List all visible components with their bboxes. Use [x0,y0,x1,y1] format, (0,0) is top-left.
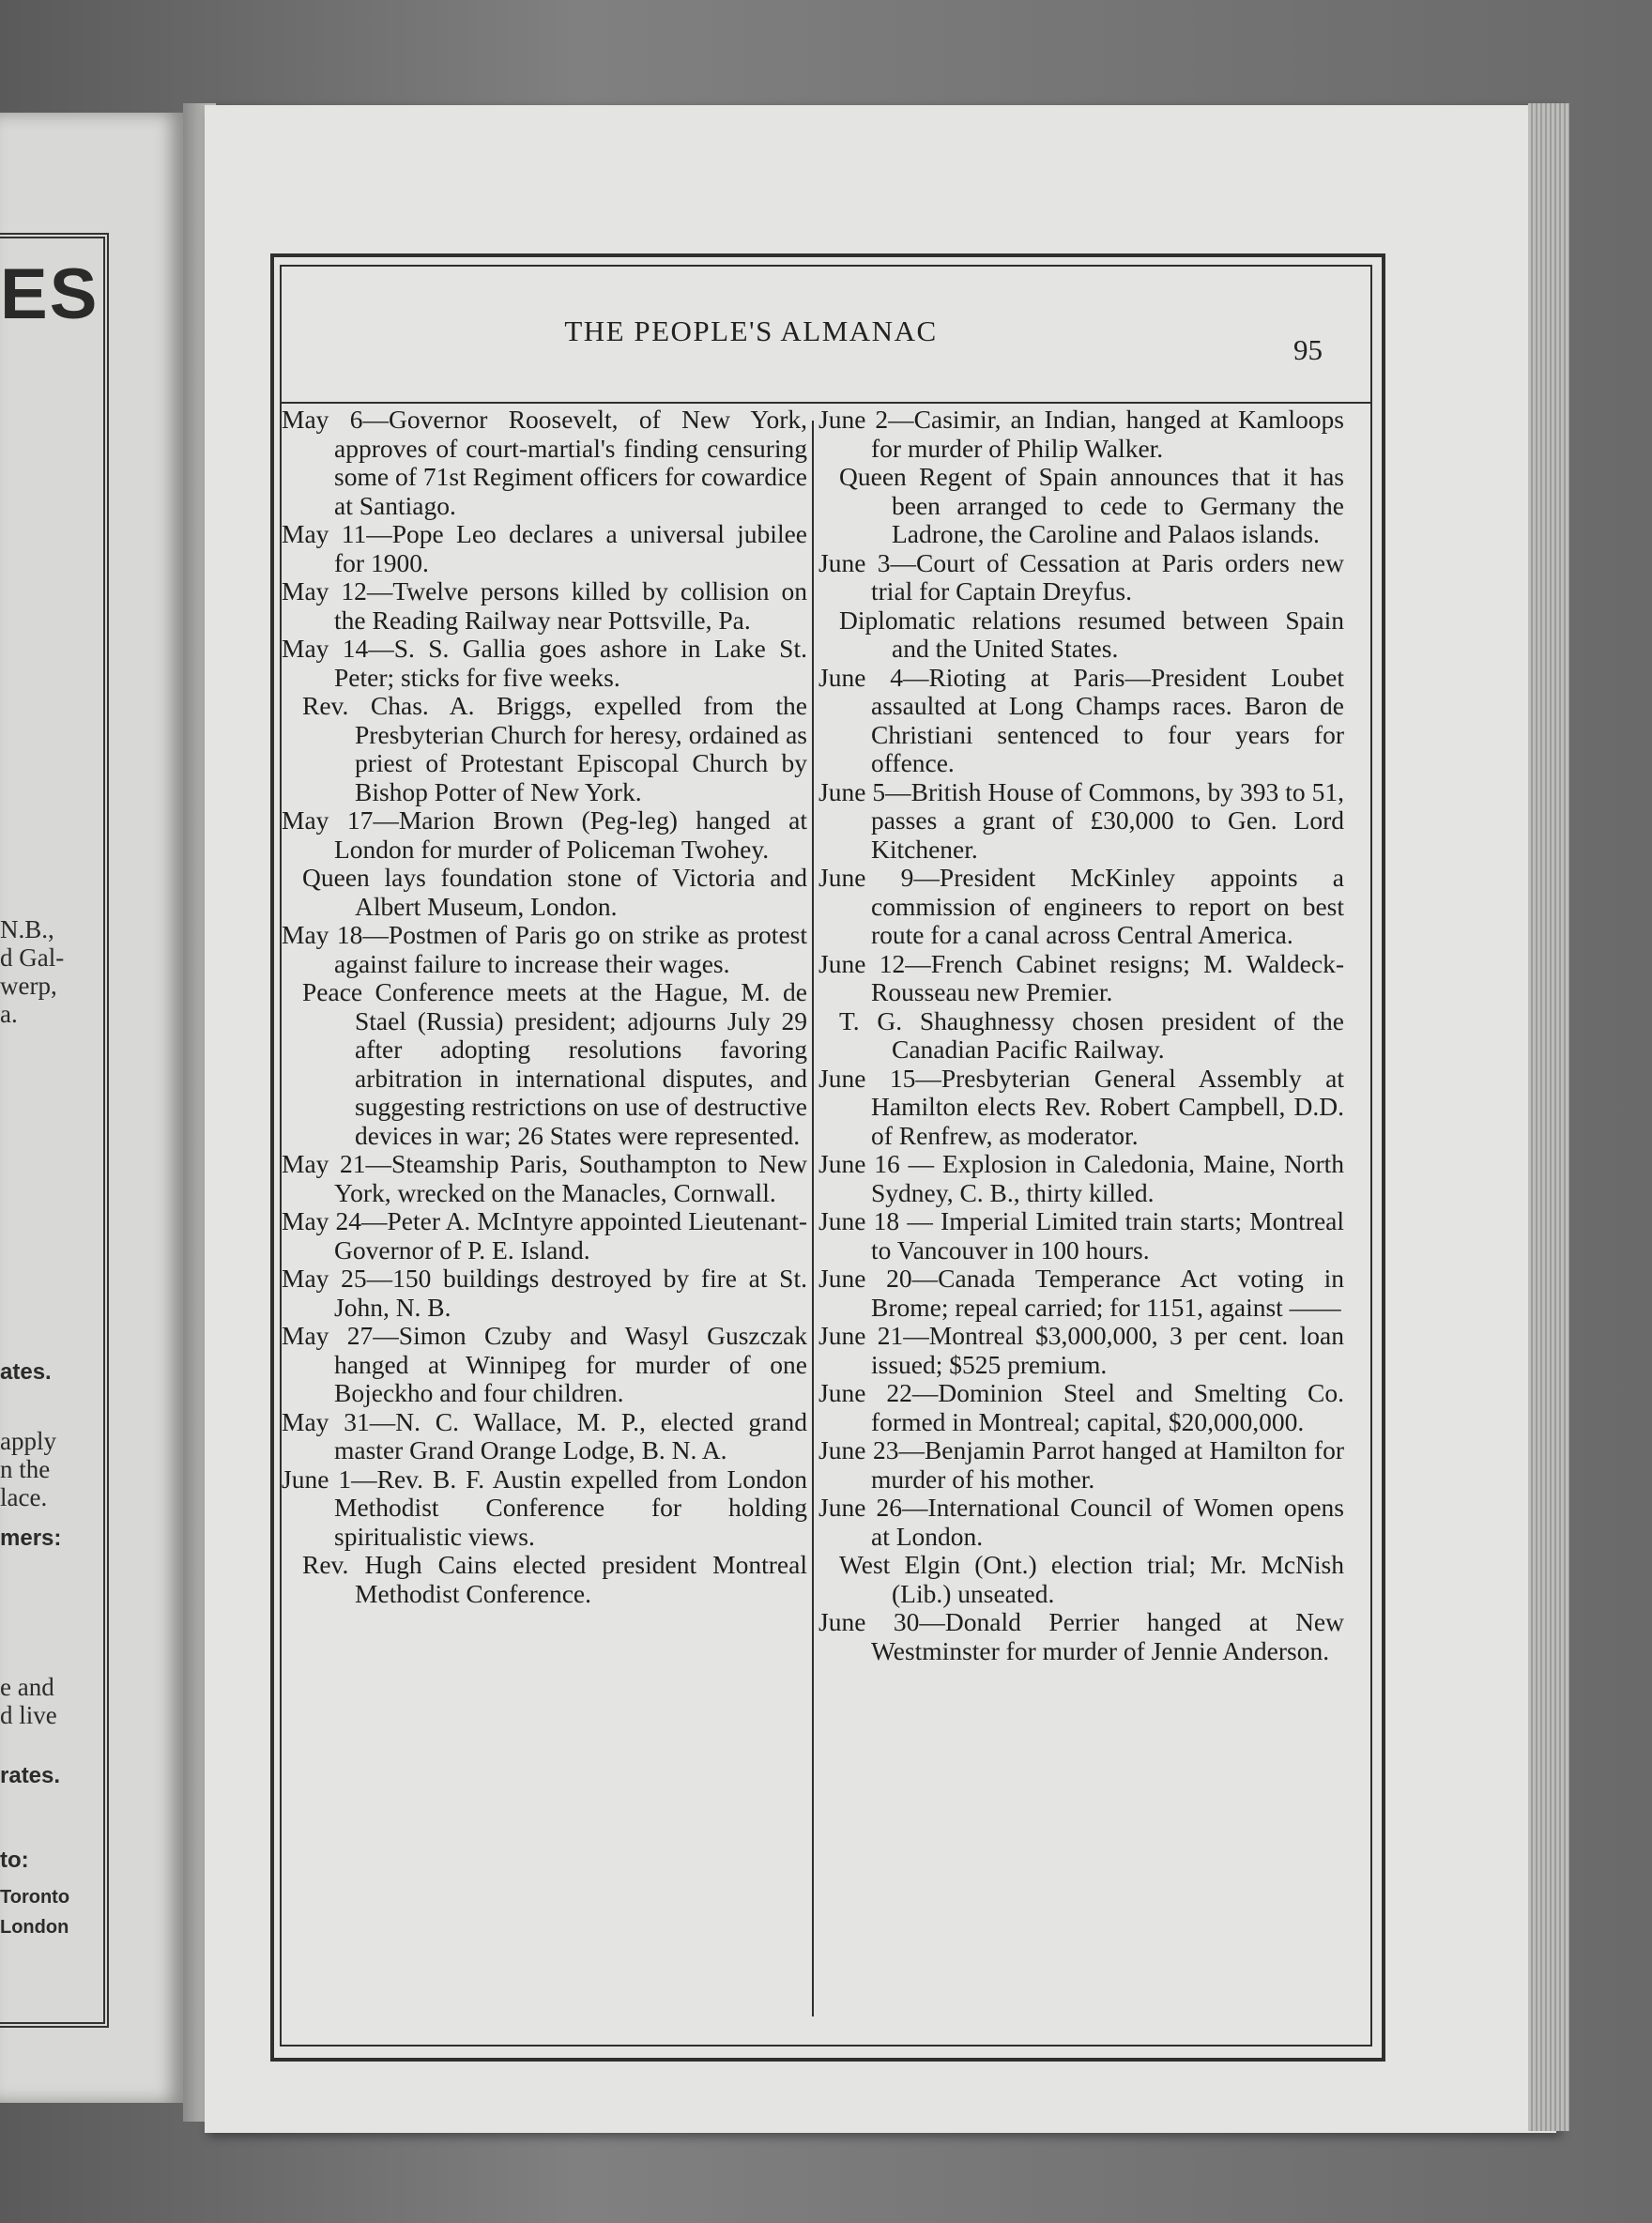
chronology-subentry: Diplomatic relations resumed between Spain and the United States. [839,605,1344,663]
chronology-entry: June 16 — Explosion in Caledonia, Maine, North Sydney, C. B., thirty killed. [818,1149,1344,1207]
chronology-entry: June 1—Rev. B. F. Austin expelled from London Methodist Conference for holding spiritualistic views. [282,1464,807,1551]
left-page-line: e and [0,1673,54,1701]
page-number: 95 [1293,333,1323,366]
left-page-line: werp, [0,972,57,1000]
chronology-entry: May 25—150 buildings destroyed by fire at St. John, N. B. [282,1264,807,1322]
chronology-entry: May 12—Twelve persons killed by collision on the Reading Railway near Pottsville, Pa. [282,576,807,635]
chronology-subentry: Queen Regent of Spain announces that it has been arranged to cede to Germany the Ladrone, the Caroline and Palaos islands. [839,462,1344,548]
chronology-subentry: Peace Conference meets at the Hague, M. de Stael (Russia) president; adjourns July 29 after adopting resolutions favoring arbitration in international disputes, and suggesting restrictions on use of destructive devices in war; 26 States were represented. [302,977,807,1150]
chronology-entry: May 18—Postmen of Paris go on strike as protest against failure to increase their wages. [282,920,807,978]
chronology-entry: June 30—Donald Perrier hanged at New Westminster for murder of Jennie Anderson. [818,1607,1344,1665]
column-divider [812,421,814,2016]
chronology-entry: May 24—Peter A. McIntyre appointed Lieutenant-Governor of P. E. Island. [282,1206,807,1265]
chronology-entry: May 27—Simon Czuby and Wasyl Guszczak hanged at Winnipeg for murder of one Bojeckho and four children. [282,1321,807,1407]
chronology-subentry: T. G. Shaughnessy chosen president of the Canadian Pacific Railway. [839,1005,1344,1064]
left-page-line: mers: [0,1525,62,1551]
left-page-line: Toronto [0,1887,70,1908]
chronology-entry: June 26—International Council of Women opens at London. [818,1493,1344,1551]
chronology-entry: May 6—Governor Roosevelt, of New York, approves of court-martial's finding censuring some of 71st Regiment officers for cowardice at Santiago. [282,405,807,520]
left-page-line: lace. [0,1483,48,1511]
chronology-entry: June 20—Canada Temperance Act voting in Brome; repeal carried; for 1151, against —— [818,1264,1344,1322]
chronology-entry: June 21—Montreal $3,000,000, 3 per cent. loan issued; $525 premium. [818,1321,1344,1379]
left-page-line: N.B., [0,915,54,943]
chronology-entry: May 17—Marion Brown (Peg-leg) hanged at London for murder of Policeman Twohey. [282,805,807,864]
chronology-subentry: West Elgin (Ont.) election trial; Mr. McNish (Lib.) unseated. [839,1550,1344,1608]
left-page-border [0,233,109,2028]
left-page-line: a. [0,1000,18,1028]
chronology-subentry: Queen lays foundation stone of Victoria and Albert Museum, London. [302,863,807,921]
running-head: THE PEOPLE'S ALMANAC [564,314,938,347]
left-column [282,406,807,1608]
chronology-entry: May 11—Pope Leo declares a universal jubilee for 1900. [282,519,807,577]
chronology-entry: June 2—Casimir, an Indian, hanged at Kamloops for murder of Philip Walker. [818,405,1344,463]
left-page-line: to: [0,1847,29,1873]
chronology-entry: June 12—French Cabinet resigns; M. Waldeck-Rousseau new Premier. [818,948,1344,1006]
chronology-entry: May 14—S. S. Gallia goes ashore in Lake St. Peter; sticks for five weeks. [282,634,807,692]
chronology-entry: June 9—President McKinley appoints a commission of engineers to report on best route for a canal across Central America. [818,863,1344,949]
left-page-line: ates. [0,1359,52,1385]
left-facing-page [0,113,183,2103]
chronology-subentry: Rev. Hugh Cains elected president Montreal Methodist Conference. [302,1550,807,1608]
left-page-heading: ES [0,254,99,334]
left-page-line: d Gal- [0,943,65,972]
chronology-entry: May 31—N. C. Wallace, M. P., elected grand master Grand Orange Lodge, B. N. A. [282,1406,807,1464]
right-column [818,406,1344,1665]
chronology-subentry: Rev. Chas. A. Briggs, expelled from the Presbyterian Church for heresy, ordained as priest of Protestant Episcopal Church by Bishop Potter of New York. [302,691,807,806]
left-page-line: n the [0,1455,51,1483]
header-rule [280,402,1372,404]
chronology-entry: June 23—Benjamin Parrot hanged at Hamilton for murder of his mother. [818,1435,1344,1494]
left-page-line: d live [0,1701,57,1729]
page-edges [1528,103,1569,2131]
chronology-entry: June 4—Rioting at Paris—President Loubet assaulted at Long Champs races. Baron de Christiani sentenced to four years for offence. [818,662,1344,777]
chronology-entry: June 15—Presbyterian General Assembly at Hamilton elects Rev. Robert Campbell, D.D. of Renfrew, as moderator. [818,1063,1344,1150]
chronology-entry: May 21—Steamship Paris, Southampton to New York, wrecked on the Manacles, Cornwall. [282,1149,807,1207]
left-page-line: London [0,1917,69,1938]
left-page-line: rates. [0,1763,61,1788]
chronology-entry: June 5—British House of Commons, by 393 to 51, passes a grant of £30,000 to Gen. Lord Kitchener. [818,776,1344,864]
left-page-line: apply [0,1427,56,1455]
chronology-entry: June 18 — Imperial Limited train starts; Montreal to Vancouver in 100 hours. [818,1206,1344,1265]
chronology-entry: June 3—Court of Cessation at Paris orders new trial for Captain Dreyfus. [818,547,1344,606]
chronology-entry: June 22—Dominion Steel and Smelting Co. formed in Montreal; capital, $20,000,000. [818,1378,1344,1436]
